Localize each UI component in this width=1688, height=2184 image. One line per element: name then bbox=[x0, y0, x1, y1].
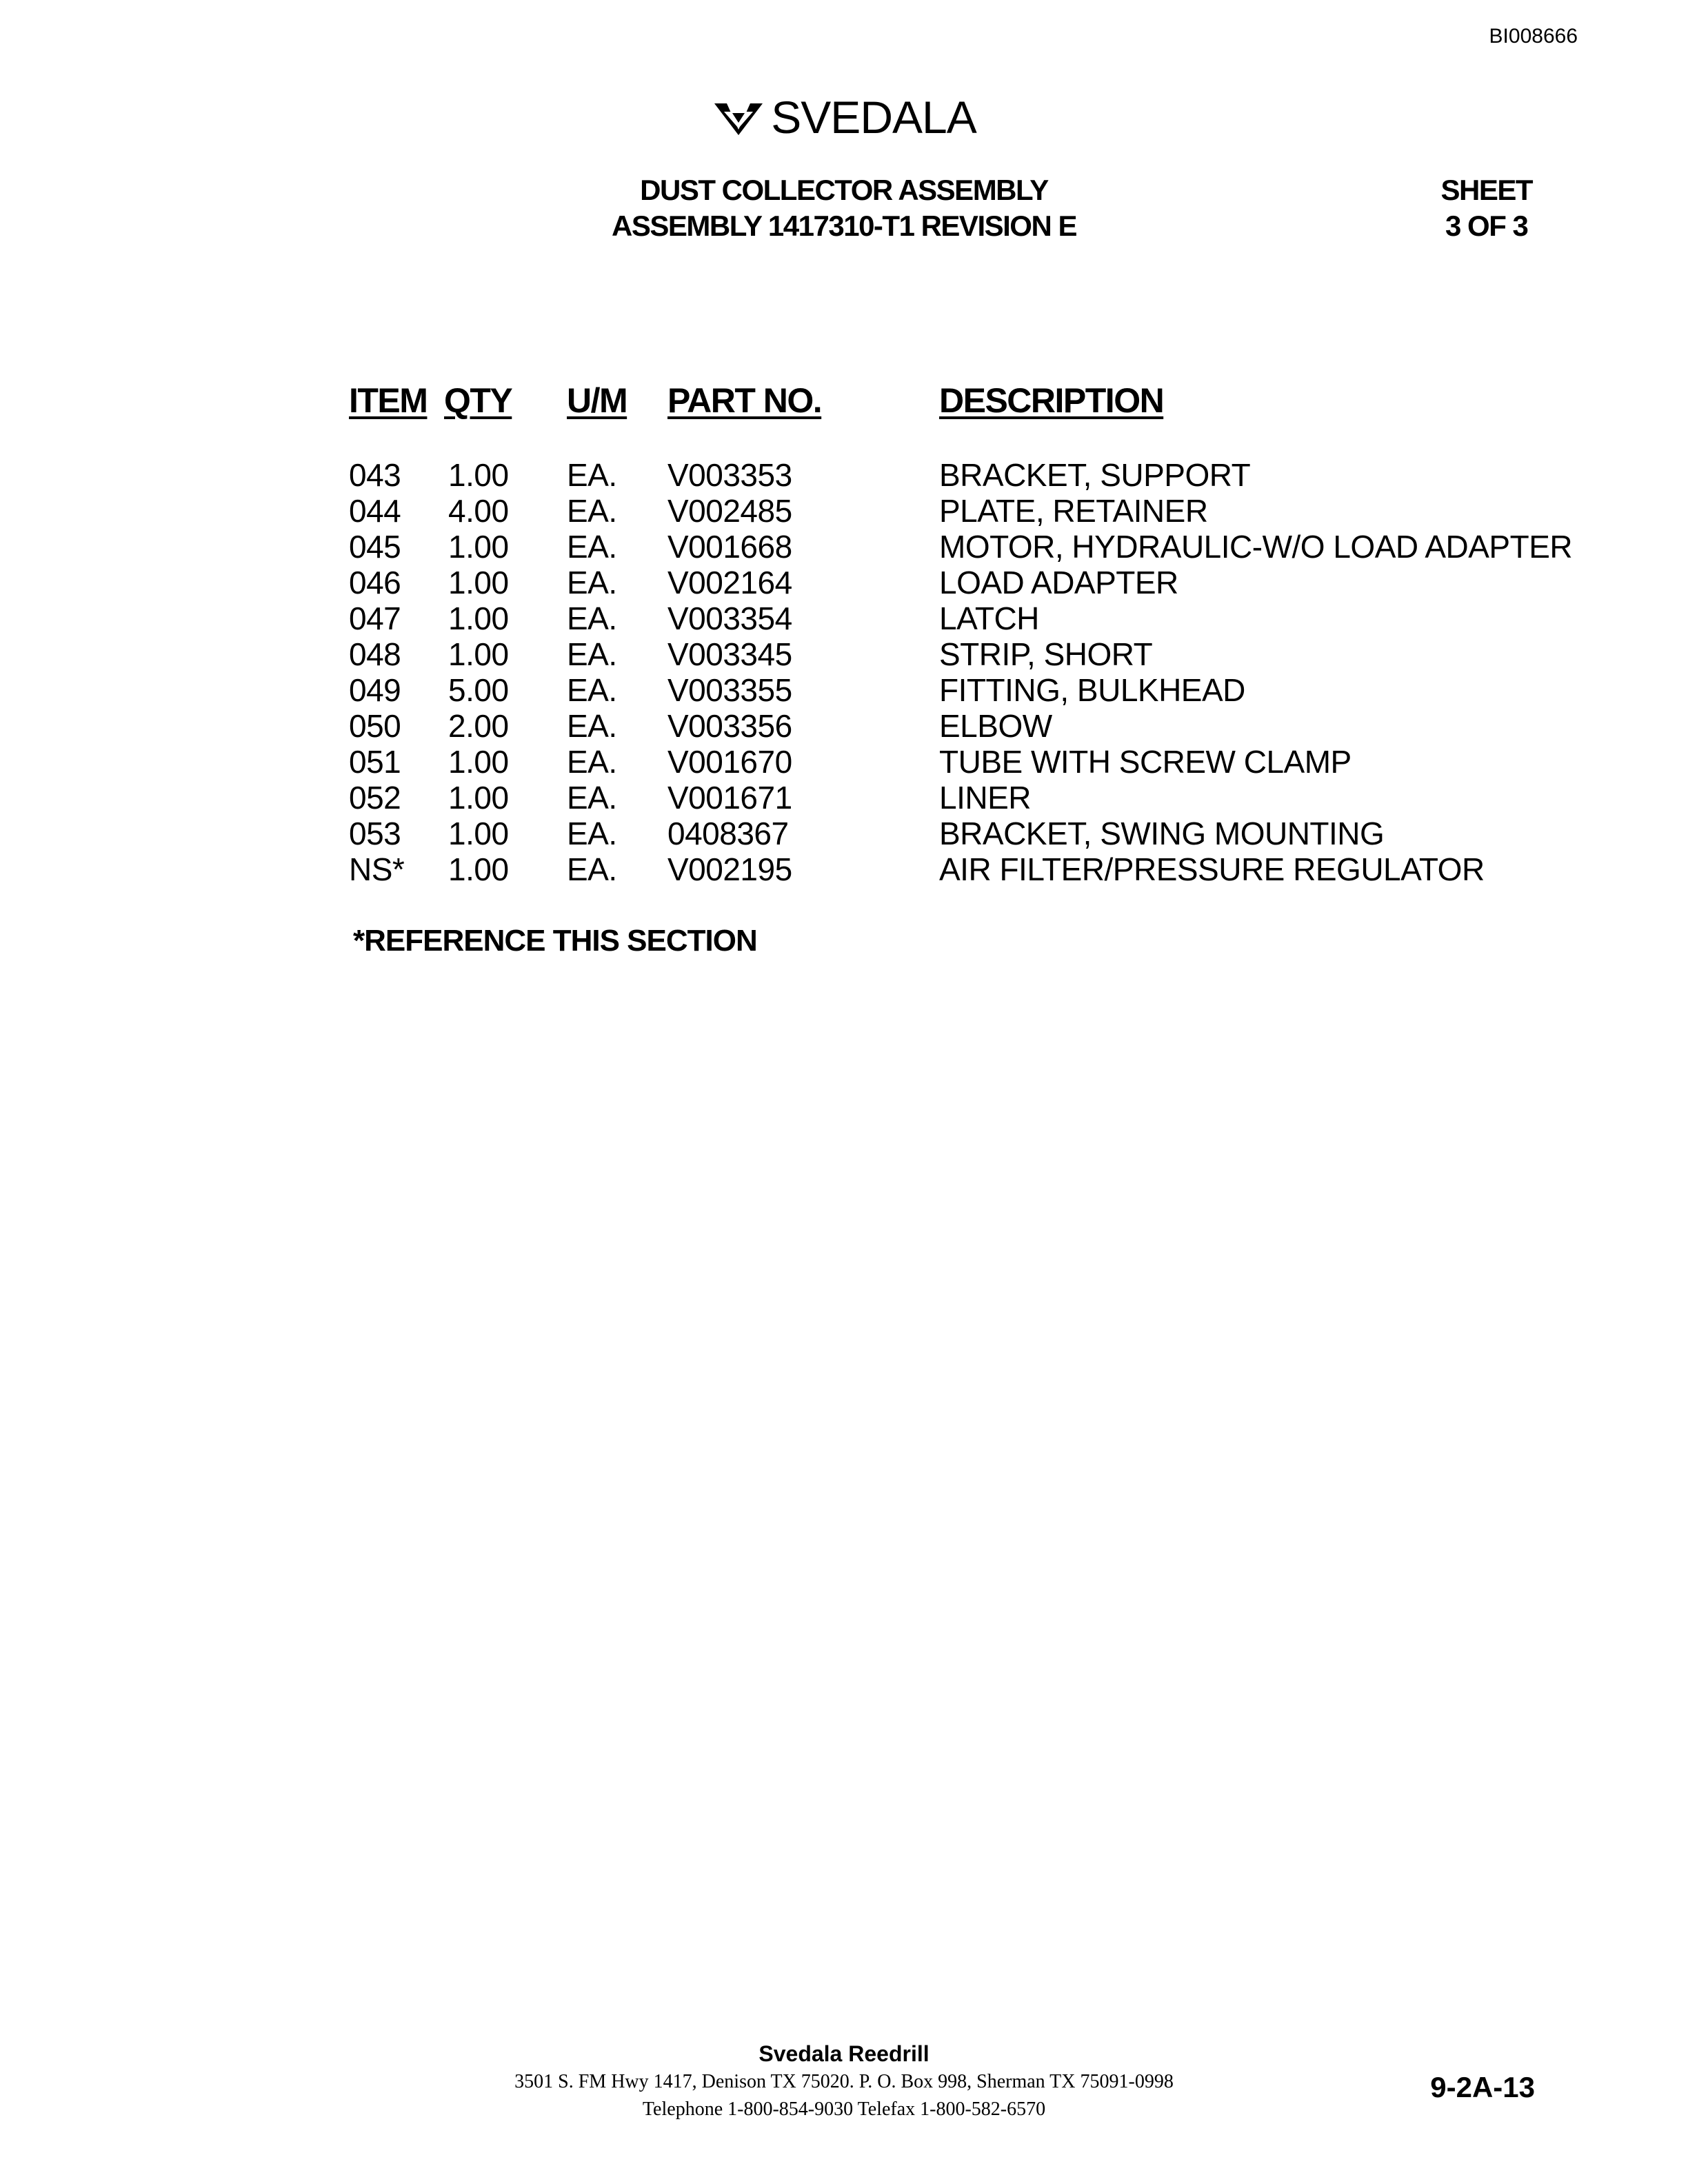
document-id: BI008666 bbox=[1489, 25, 1578, 48]
description: ELBOW bbox=[939, 708, 1052, 744]
unit-of-measure: EA. bbox=[567, 744, 617, 780]
item-number: 053 bbox=[349, 816, 401, 851]
quantity: 4.00 bbox=[448, 493, 509, 529]
title-line-2: ASSEMBLY 1417310-T1 REVISION E bbox=[612, 210, 1076, 242]
unit-of-measure: EA. bbox=[567, 780, 617, 816]
table-row bbox=[0, 600, 1688, 636]
table-row bbox=[0, 815, 1688, 851]
table-row bbox=[0, 564, 1688, 600]
quantity: 1.00 bbox=[448, 600, 509, 636]
description: TUBE WITH SCREW CLAMP bbox=[939, 744, 1352, 780]
quantity: 1.00 bbox=[448, 636, 509, 672]
quantity: 1.00 bbox=[448, 780, 509, 816]
description: LOAD ADAPTER bbox=[939, 565, 1178, 600]
item-number: 045 bbox=[349, 529, 401, 565]
table-row bbox=[0, 707, 1688, 743]
item-number: 051 bbox=[349, 744, 401, 780]
unit-of-measure: EA. bbox=[567, 529, 617, 565]
item-number: 048 bbox=[349, 636, 401, 672]
description: LATCH bbox=[939, 600, 1039, 636]
table-row bbox=[0, 492, 1688, 528]
reference-note: *REFERENCE THIS SECTION bbox=[353, 924, 757, 958]
quantity: 1.00 bbox=[448, 816, 509, 851]
unit-of-measure: EA. bbox=[567, 457, 617, 493]
unit-of-measure: EA. bbox=[567, 708, 617, 744]
item-number: 050 bbox=[349, 708, 401, 744]
sheet-indicator bbox=[1440, 172, 1532, 244]
unit-of-measure: EA. bbox=[567, 851, 617, 887]
quantity: 1.00 bbox=[448, 565, 509, 600]
part-number: V003353 bbox=[667, 457, 792, 493]
quantity: 1.00 bbox=[448, 457, 509, 493]
table-row bbox=[0, 636, 1688, 671]
part-number: V003356 bbox=[667, 708, 792, 744]
table-row bbox=[0, 456, 1688, 492]
part-number: V003355 bbox=[667, 672, 792, 708]
unit-of-measure: EA. bbox=[567, 672, 617, 708]
part-number: V002164 bbox=[667, 565, 792, 600]
description: LINER bbox=[939, 780, 1031, 816]
part-number: V003354 bbox=[667, 600, 792, 636]
sheet-value: 3 OF 3 bbox=[1445, 210, 1528, 242]
column-header-description: DESCRIPTION bbox=[939, 381, 1164, 420]
parts-table bbox=[0, 381, 1688, 887]
svedala-logo-icon bbox=[712, 98, 765, 136]
column-header-um: U/M bbox=[567, 381, 627, 420]
description: BRACKET, SWING MOUNTING bbox=[939, 816, 1385, 851]
part-number: V001668 bbox=[667, 529, 792, 565]
item-number: 052 bbox=[349, 780, 401, 816]
column-header-part-no: PART NO. bbox=[667, 381, 822, 420]
title-line-1: DUST COLLECTOR ASSEMBLY bbox=[640, 174, 1048, 206]
description: MOTOR, HYDRAULIC-W/O LOAD ADAPTER bbox=[939, 529, 1573, 565]
table-row bbox=[0, 528, 1688, 564]
table-row bbox=[0, 851, 1688, 887]
unit-of-measure: EA. bbox=[567, 600, 617, 636]
table-row bbox=[0, 779, 1688, 815]
item-number: 046 bbox=[349, 565, 401, 600]
table-row bbox=[0, 671, 1688, 707]
item-number: 044 bbox=[349, 493, 401, 529]
table-header bbox=[0, 381, 1688, 456]
brand-logo bbox=[0, 91, 1688, 143]
quantity: 1.00 bbox=[448, 529, 509, 565]
unit-of-measure: EA. bbox=[567, 565, 617, 600]
description: STRIP, SHORT bbox=[939, 636, 1153, 672]
footer-address: 3501 S. FM Hwy 1417, Denison TX 75020. P. O. Box 998, Sherman TX 75091-0998 bbox=[514, 2071, 1174, 2092]
footer-phone: Telephone 1-800-854-9030 Telefax 1-800-582-6570 bbox=[642, 2099, 1046, 2120]
quantity: 2.00 bbox=[448, 708, 509, 744]
document-title bbox=[0, 172, 1688, 244]
description: FITTING, BULKHEAD bbox=[939, 672, 1245, 708]
item-number: 049 bbox=[349, 672, 401, 708]
unit-of-measure: EA. bbox=[567, 493, 617, 529]
quantity: 1.00 bbox=[448, 744, 509, 780]
part-number: V001671 bbox=[667, 780, 792, 816]
part-number: V002195 bbox=[667, 851, 792, 887]
item-number: NS* bbox=[349, 851, 405, 887]
part-number: V001670 bbox=[667, 744, 792, 780]
part-number: V003345 bbox=[667, 636, 792, 672]
footer-company: Svedala Reedrill bbox=[758, 2041, 930, 2066]
table-row bbox=[0, 743, 1688, 779]
unit-of-measure: EA. bbox=[567, 636, 617, 672]
description: PLATE, RETAINER bbox=[939, 493, 1208, 529]
part-number: V002485 bbox=[667, 493, 792, 529]
item-number: 047 bbox=[349, 600, 401, 636]
part-number: 0408367 bbox=[667, 816, 789, 851]
column-header-qty: QTY bbox=[444, 381, 512, 420]
quantity: 5.00 bbox=[448, 672, 509, 708]
quantity: 1.00 bbox=[448, 851, 509, 887]
sheet-label: SHEET bbox=[1440, 174, 1532, 206]
item-number: 043 bbox=[349, 457, 401, 493]
column-header-item: ITEM bbox=[349, 381, 428, 420]
unit-of-measure: EA. bbox=[567, 816, 617, 851]
brand-name: SVEDALA bbox=[771, 92, 976, 143]
page-number: 9-2A-13 bbox=[1430, 2071, 1535, 2103]
description: AIR FILTER/PRESSURE REGULATOR bbox=[939, 851, 1485, 887]
description: BRACKET, SUPPORT bbox=[939, 457, 1251, 493]
